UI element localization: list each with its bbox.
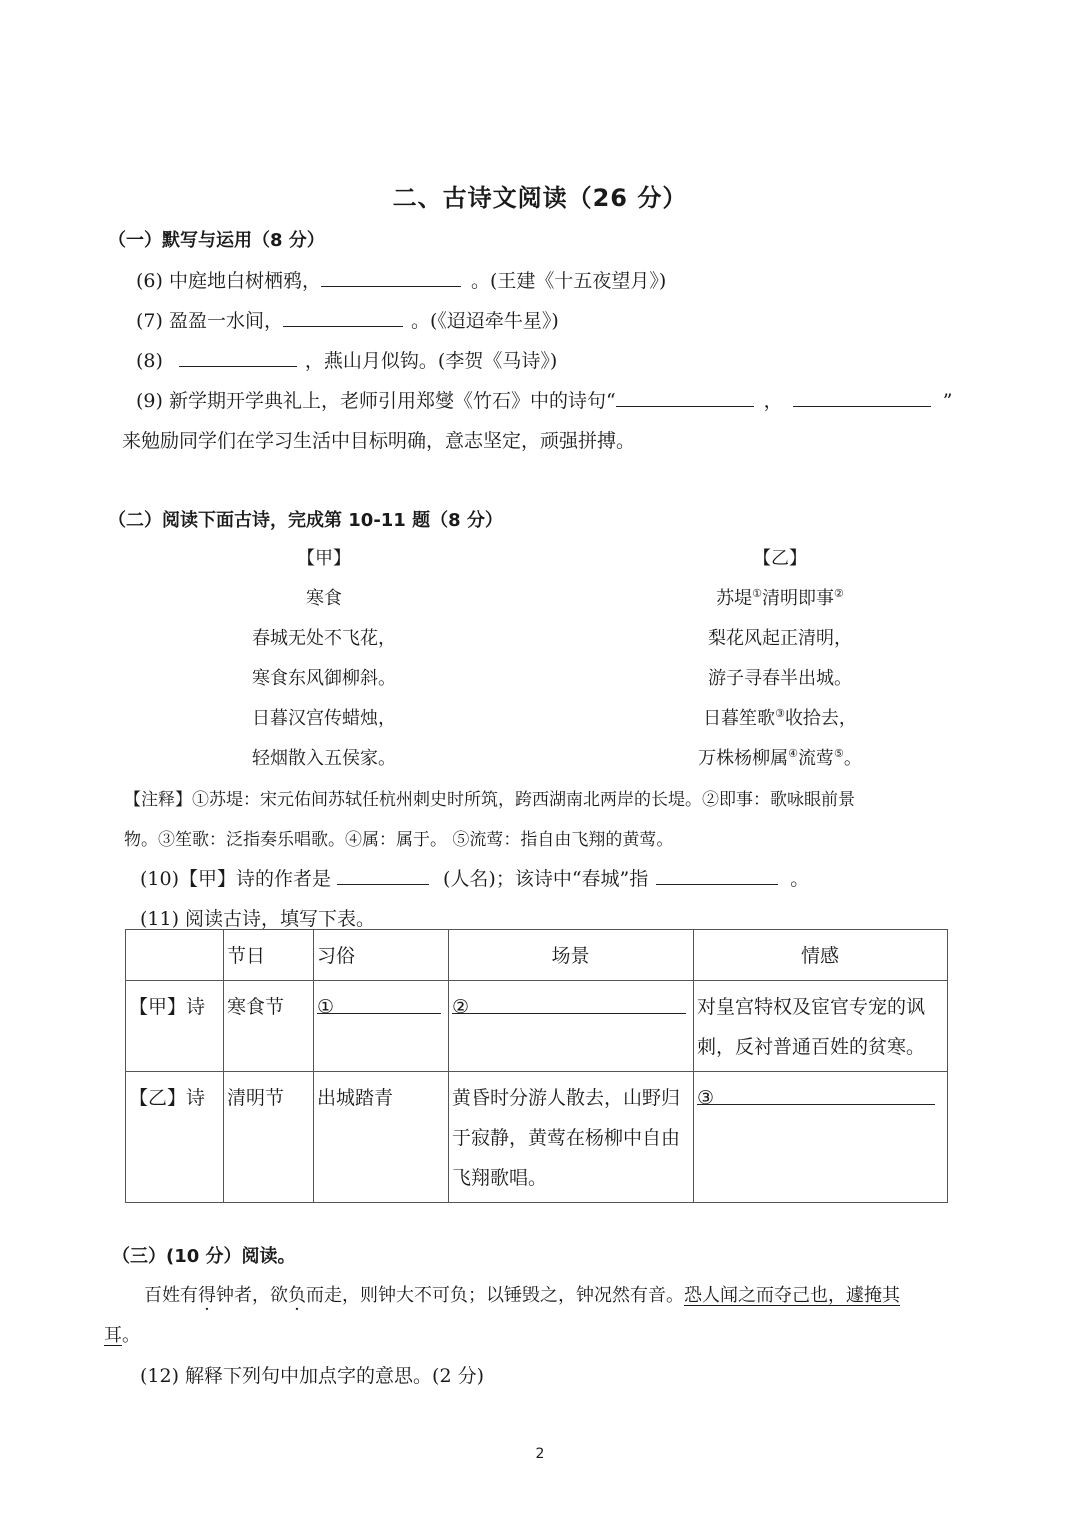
poem-a-title: 寒食 [306, 588, 342, 609]
row-b-label: 【乙】诗 [126, 1072, 224, 1203]
poem-b-line-3-b: 收拾去， [784, 708, 857, 729]
poem-b-title [630, 584, 930, 610]
passage-text-1: 百姓有 [144, 1285, 198, 1306]
q9-blank-1[interactable] [616, 386, 754, 407]
header-scene: 场景 [449, 930, 694, 981]
poem-a-line-3: 日暮汉宫传蜡烛， [252, 708, 396, 729]
q10-text-2: (人名)；该诗中“春城”指 [443, 868, 649, 890]
part1-heading: （一）默写与运用（8 分） [108, 230, 325, 251]
footnote-ref-5: ⑤ [834, 747, 844, 760]
question-8 [136, 346, 557, 373]
q9-blank-2[interactable] [793, 386, 931, 407]
poem-b-label: 【乙】 [753, 548, 807, 569]
question-10 [140, 864, 809, 891]
dotted-char-fu: 负 [288, 1285, 306, 1306]
q6-blank[interactable] [321, 266, 461, 287]
row-b-festival: 清明节 [224, 1072, 314, 1203]
q6-source: 。(王建《十五夜望月》) [470, 270, 667, 292]
q9-comma: ， [763, 390, 783, 412]
annotation-line-1: 【注释】①苏堤：宋元佑间苏轼任杭州刺史时所筑，跨西湖南北两岸的长堤。②即事：歌咏眼前景 [124, 790, 855, 810]
question-7 [136, 306, 559, 333]
q7-source: 。(《迢迢牵牛星》) [410, 310, 559, 332]
poem-b-line-4-b: 流莺 [798, 748, 834, 769]
footnote-ref-1: ① [752, 587, 762, 600]
page-number: 2 [535, 1446, 545, 1462]
row-b-custom: 出城踏青 [314, 1072, 449, 1203]
question-9 [136, 386, 952, 413]
poem-a-line-4: 轻烟散入五侯家。 [252, 748, 396, 769]
header-cell-empty [126, 930, 224, 981]
blank-mark-3: ③ [697, 1087, 715, 1109]
q7-text: (7) 盈盈一水间， [136, 310, 283, 332]
footnote-ref-4: ④ [788, 747, 798, 760]
passage-end: 。 [122, 1325, 140, 1346]
row-a-festival: 寒食节 [224, 981, 314, 1072]
row-a-emotion: 对皇宫特权及宦官专宠的讽刺，反衬普通百姓的贫寒。 [694, 981, 948, 1072]
poem-b-line-3-a: 日暮笙歌 [703, 708, 776, 729]
q10-blank-spring-city[interactable] [656, 864, 778, 885]
poem-b-title-a: 苏堤 [716, 588, 753, 609]
q9-text: (9) 新学期开学典礼上，老师引用郑燮《竹石》中的诗句“ [136, 390, 616, 412]
q8-text: ，燕山月似钩。(李贺《马诗》) [304, 350, 558, 372]
dotted-char-de: 得 [198, 1285, 216, 1306]
poem-a-line-2: 寒食东风御柳斜。 [252, 668, 396, 689]
poem-b-line-1: 梨花风起正清明， [708, 628, 852, 649]
header-custom: 习俗 [314, 930, 449, 981]
row-a-custom[interactable] [314, 981, 449, 1072]
underlined-sentence-end: 耳 [104, 1325, 122, 1346]
question-12: (12) 解释下列句中加点字的意思。(2 分) [140, 1365, 484, 1387]
header-emotion: 情感 [694, 930, 948, 981]
question-11: (11) 阅读古诗，填写下表。 [140, 908, 376, 930]
row-a-label: 【甲】诗 [126, 981, 224, 1072]
footnote-ref-3: ③ [775, 707, 785, 720]
q8-number: (8) [136, 350, 163, 372]
part2-heading: （二）阅读下面古诗，完成第 10-11 题（8 分） [108, 510, 503, 531]
q10-end: 。 [790, 868, 810, 890]
underlined-sentence: 恐人闻之而夺己也，遽掩其 [684, 1285, 900, 1306]
passage-text-2: 钟者，欲 [216, 1285, 288, 1306]
q9-continuation: 来勉励同学们在学习生活中目标明确，意志坚定，顽强拼搏。 [122, 430, 636, 452]
poem-b-title-b: 清明即事 [762, 588, 834, 609]
q10-text: (10)【甲】诗的作者是 [140, 868, 332, 890]
poem-b-line-4-c: 。 [843, 748, 862, 769]
section-title: 二、古诗文阅读（26 分） [392, 184, 688, 212]
row-a-scene[interactable] [449, 981, 694, 1072]
poem-a-line-1: 春城无处不飞花， [252, 628, 396, 649]
answer-table [125, 929, 948, 1203]
footnote-ref-2: ② [834, 587, 844, 600]
poem-a-label: 【甲】 [297, 548, 351, 569]
table-header-row [126, 930, 948, 981]
annotation-line-2: 物。③笙歌：泛指奏乐唱歌。④属：属于。 ⑤流莺：指自由飞翔的黄莺。 [124, 830, 674, 850]
row-b-emotion[interactable] [694, 1072, 948, 1203]
table-row-a [126, 981, 948, 1072]
blank-mark-2: ② [452, 996, 470, 1018]
part3-heading: （三）(10 分）阅读。 [112, 1246, 296, 1267]
classical-passage-line-2 [104, 1321, 140, 1347]
passage-text-3: 而走，则钟大不可负；以锤毁之，钟况然有音。 [306, 1285, 684, 1306]
table-row-b [126, 1072, 948, 1203]
q9-quote-end: ” [942, 390, 953, 412]
q7-blank[interactable] [283, 306, 403, 327]
q8-blank[interactable] [179, 346, 297, 367]
blank-mark-1: ① [317, 996, 335, 1018]
q6-text: (6) 中庭地白树栖鸦， [136, 270, 321, 292]
poem-b-line-4 [630, 744, 930, 770]
classical-passage-line-1 [144, 1281, 900, 1307]
poem-b-line-3 [630, 704, 930, 730]
row-b-scene: 黄昏时分游人散去，山野归于寂静，黄莺在杨柳中自由飞翔歌唱。 [449, 1072, 694, 1203]
poem-b-line-2: 游子寻春半出城。 [708, 668, 852, 689]
poem-b-line-4-a: 万株杨柳属 [698, 748, 789, 769]
q10-blank-author[interactable] [337, 864, 429, 885]
header-festival: 节日 [224, 930, 314, 981]
question-6 [136, 266, 666, 293]
